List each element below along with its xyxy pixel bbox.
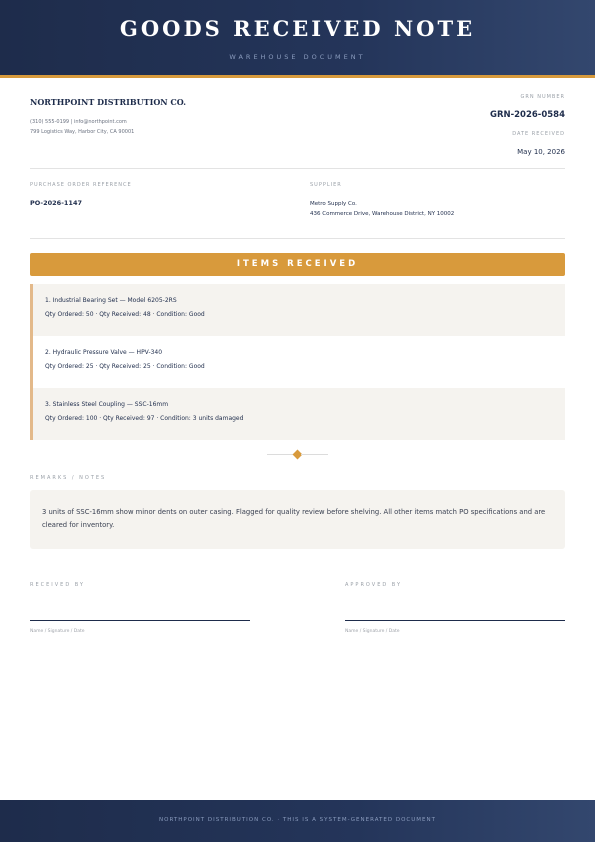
po-reference-label: PURCHASE ORDER REFERENCE bbox=[30, 182, 132, 188]
section-divider bbox=[30, 168, 565, 169]
approved-by-caption: Name / Signature / Date bbox=[345, 629, 400, 634]
list-item bbox=[33, 284, 565, 336]
approved-by-signature-line bbox=[345, 620, 565, 621]
item-name: 2. Hydraulic Pressure Valve — HPV-340 bbox=[45, 349, 163, 356]
company-name: NORTHPOINT DISTRIBUTION CO. bbox=[30, 97, 187, 107]
document-title: GOODS RECEIVED NOTE bbox=[119, 16, 476, 41]
approved-by-label: APPROVED BY bbox=[345, 582, 403, 588]
remarks-label: REMARKS / NOTES bbox=[30, 475, 107, 481]
supplier-address: 436 Commerce Drive, Warehouse District, NY 10002 bbox=[310, 211, 455, 217]
item-name: 3. Stainless Steel Coupling — SSC-16mm bbox=[45, 401, 169, 408]
company-contact: (310) 555-0199 | info@northpoint.com bbox=[30, 119, 127, 125]
company-address: 799 Logistics Way, Harbor City, CA 90001 bbox=[30, 129, 135, 135]
received-by-caption: Name / Signature / Date bbox=[30, 629, 85, 634]
items-list bbox=[30, 284, 565, 440]
grn-number: GRN-2026-0584 bbox=[489, 110, 565, 120]
date-received-label: DATE RECEIVED bbox=[512, 131, 565, 137]
date-received: May 10, 2026 bbox=[517, 148, 565, 156]
list-item bbox=[33, 388, 565, 440]
ornament-line-left bbox=[267, 454, 294, 455]
item-detail: Qty Ordered: 50 · Qty Received: 48 · Condition: Good bbox=[45, 311, 205, 318]
items-received-heading: ITEMS RECEIVED bbox=[30, 253, 565, 276]
footer-text: NORTHPOINT DISTRIBUTION CO. · THIS IS A SYSTEM-GENERATED DOCUMENT bbox=[159, 817, 436, 823]
item-detail: Qty Ordered: 25 · Qty Received: 25 · Condition: Good bbox=[45, 363, 205, 370]
supplier-name: Metro Supply Co. bbox=[310, 201, 357, 207]
received-by-signature-line bbox=[30, 620, 250, 621]
document-subtitle: WAREHOUSE DOCUMENT bbox=[229, 53, 366, 61]
received-by-label: RECEIVED BY bbox=[30, 582, 85, 588]
supplier-label: SUPPLIER bbox=[310, 182, 342, 188]
item-detail: Qty Ordered: 100 · Qty Received: 97 · Condition: 3 units damaged bbox=[45, 415, 244, 422]
list-item bbox=[33, 336, 565, 388]
section-divider bbox=[30, 238, 565, 239]
remarks-text: 3 units of SSC-16mm show minor dents on outer casing. Flagged for quality review before shelving. All other items match PO specifications and are cleared for inventory. bbox=[30, 490, 565, 549]
ornament-line-right bbox=[301, 454, 328, 455]
item-name: 1. Industrial Bearing Set — Model 6205-2RS bbox=[45, 297, 177, 304]
grn-number-label: GRN NUMBER bbox=[520, 94, 565, 100]
po-reference: PO-2026-1147 bbox=[30, 199, 82, 207]
